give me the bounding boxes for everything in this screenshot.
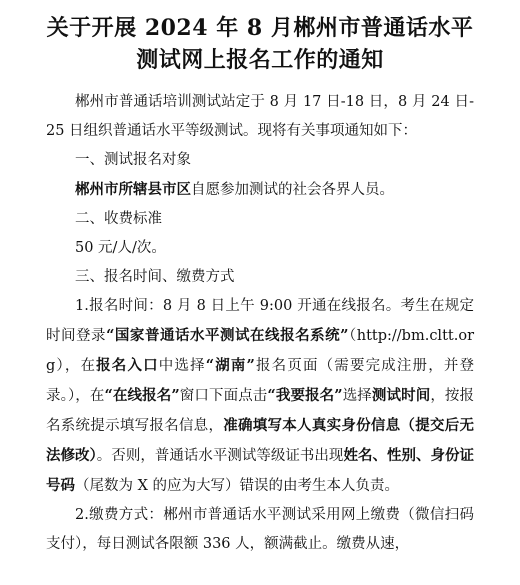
item1-text-2: （http://bm.cltt.org），在 (46, 328, 474, 374)
section-1-heading (46, 146, 474, 175)
item1-entry-label: 报名入口 (96, 357, 159, 374)
item1-text-3: 中选择 (158, 358, 206, 374)
item1-province: “湖南” (205, 357, 255, 374)
section-3-item-2: 2.缴费方式：郴州市普通话水平测试采用网上缴费（微信扫码支付），每日测试各限额 336 人，额满截止。缴费从速， (46, 507, 474, 552)
item1-text-6: 选择 (342, 388, 372, 404)
item1-online-signup: “在线报名” (104, 387, 180, 404)
item1-text-7: ，按报名系统提示填写报名信息， (46, 388, 475, 434)
title-line-2: 测试网上报名工作的通知 (136, 47, 384, 73)
item1-text-5: 窗口下面点击 (179, 388, 268, 404)
item1-identity-warning: 准确填写本人真实身份信息（提交后无法修改） (46, 417, 475, 464)
item1-text-1: 1.报名时间：8 月 8 日上午 9:00 开通在线报名。考生在规定时间登录 (46, 298, 474, 344)
item1-text-9: （尾数为 X 的应为大写）错误的由考生本人负责。 (75, 478, 400, 494)
item1-text-8: 。否则，普通话水平测试等级证书出现 (96, 448, 344, 464)
section-1-body-bold: 郴州市所辖县市区 (75, 181, 191, 198)
section-2-heading (46, 205, 474, 234)
item1-test-time: 测试时间 (371, 387, 431, 404)
section-3-item-1 (46, 292, 474, 501)
title-line-1: 关于开展 2024 年 8 月郴州市普通话水平 (46, 15, 474, 41)
section-3-heading-text: 三、报名时间、缴费方式 (75, 269, 235, 285)
document-body (46, 88, 474, 559)
section-3-heading (46, 263, 474, 292)
item1-want-signup: “我要报名” (267, 387, 343, 404)
item1-text-4: 报名页面（需要完成注册，并登录。），在 (46, 358, 475, 404)
section-1-heading-text: 一、测试报名对象 (75, 152, 191, 168)
item1-system-name: “国家普通话水平测试在线报名系统” (106, 327, 349, 344)
document-title (46, 12, 474, 76)
section-1-body-rest: 自愿参加测试的社会各界人员。 (191, 182, 394, 198)
section-2-body: 50 元/人/次。 (75, 240, 166, 256)
item1-name-fields: 姓名、性别、身份证号码 (46, 447, 475, 494)
section-2-heading-text: 二、收费标准 (75, 211, 162, 227)
section-1-body (46, 175, 474, 205)
intro-paragraph: 郴州市普通话培训测试站定于 8 月 17 日-18 日，8 月 24 日-25 日组织普通话水平等级测试。现将有关事项通知如下： (46, 94, 474, 139)
